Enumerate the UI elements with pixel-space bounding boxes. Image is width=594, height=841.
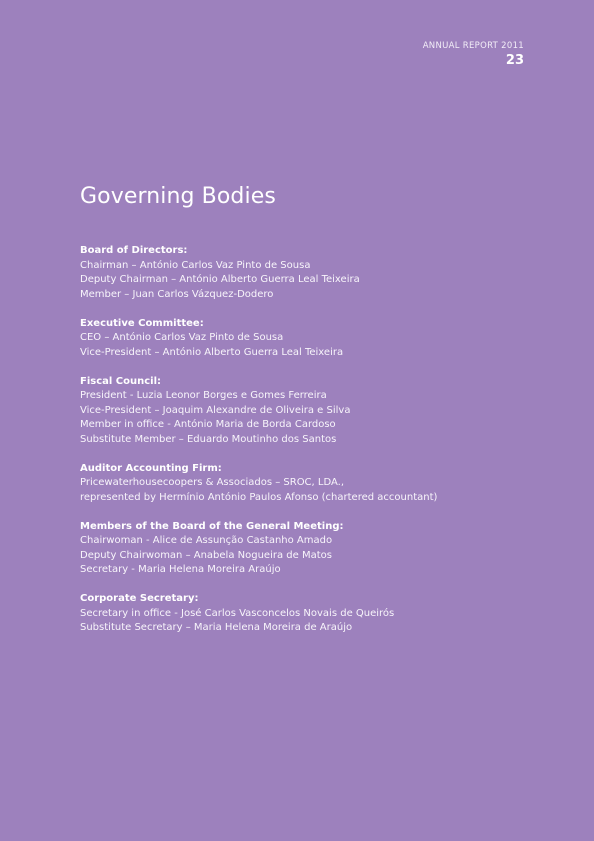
section-heading: Board of Directors: xyxy=(80,245,188,256)
member-line: Chairwoman - Alice de Assunção Castanho Amado xyxy=(80,535,333,546)
member-line: CEO – António Carlos Vaz Pinto de Sousa xyxy=(80,332,284,343)
member-line: Deputy Chairwoman – Anabela Nogueira de Matos xyxy=(80,549,332,561)
member-line: Secretary - Maria Helena Moreira Araújo xyxy=(80,564,281,575)
page-number: 23 xyxy=(505,53,524,68)
member-line: Member – Juan Carlos Vázquez-Dodero xyxy=(80,288,274,300)
member-line: Deputy Chairman – António Alberto Guerra Leal Teixeira xyxy=(80,274,360,285)
section-block xyxy=(80,520,520,578)
member-line: Secretary in office - José Carlos Vasconcelos Novais de Queirós xyxy=(80,607,395,619)
section-heading: Auditor Accounting Firm: xyxy=(80,462,222,474)
section-heading: Corporate Secretary: xyxy=(80,593,199,604)
member-line: Chairman – António Carlos Vaz Pinto de Sousa xyxy=(80,259,311,271)
member-line: Member in office - António Maria de Borda Cardoso xyxy=(80,419,336,430)
section-block xyxy=(80,462,520,506)
section-block xyxy=(80,375,520,448)
page-title: Governing Bodies xyxy=(80,184,276,209)
section-heading: Executive Committee: xyxy=(80,317,204,329)
section-heading: Fiscal Council: xyxy=(80,375,162,387)
member-line: Vice-President – Joaquim Alexandre de Oliveira e Silva xyxy=(80,404,351,416)
member-line: Vice-President – António Alberto Guerra Leal Teixeira xyxy=(80,346,344,358)
member-line: represented by Hermínio António Paulos Afonso (chartered accountant) xyxy=(80,491,438,503)
section-block xyxy=(80,244,520,302)
governing-bodies-list xyxy=(80,244,520,650)
member-line: President - Luzia Leonor Borges e Gomes Ferreira xyxy=(80,390,327,401)
member-line: Substitute Member – Eduardo Moutinho dos Santos xyxy=(80,433,337,445)
page-header xyxy=(423,41,524,69)
section-block xyxy=(80,592,520,636)
report-label: ANNUAL REPORT 2011 xyxy=(422,41,524,51)
section-block xyxy=(80,317,520,361)
member-line: Substitute Secretary – Maria Helena Moreira de Araújo xyxy=(80,622,353,633)
member-line: Pricewaterhousecoopers & Associados – SROC, LDA., xyxy=(80,477,345,488)
section-heading: Members of the Board of the General Meeting: xyxy=(80,520,344,532)
